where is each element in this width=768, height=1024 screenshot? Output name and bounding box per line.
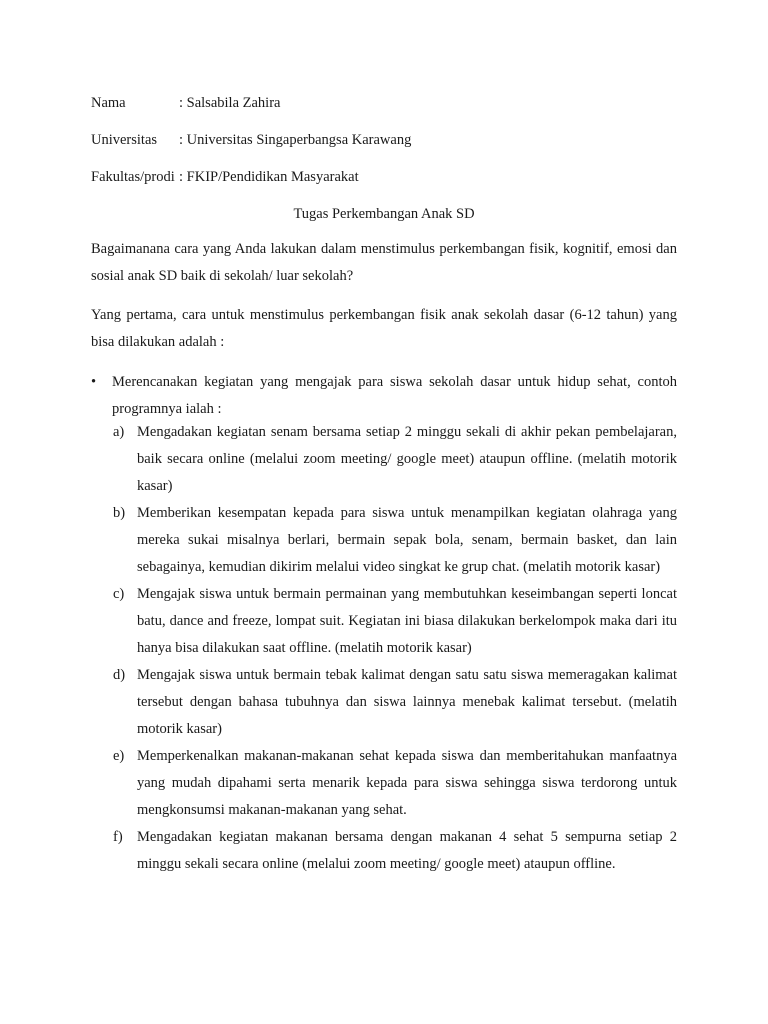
list-item — [113, 500, 677, 581]
list-item-text: Mengadakan kegiatan senam bersama setiap 2 minggu sekali di akhir pekan pembelajaran, baik secara online (melalui zoom meeting/ google meet) ataupun offline. (melatih motorik kasar) — [137, 424, 677, 494]
info-row-nama — [91, 93, 280, 113]
bullet-text: Merencanakan kegiatan yang mengajak para siswa sekolah dasar untuk hidup sehat, contoh programnya ialah : — [112, 374, 677, 417]
question-paragraph: Bagaimanana cara yang Anda lakukan dalam menstimulus perkembangan fisik, kognitif, emosi dan sosial anak SD baik di sekolah/ luar sekolah? — [91, 241, 677, 284]
intro-paragraph: Yang pertama, cara untuk menstimulus perkembangan fisik anak sekolah dasar (6-12 tahun) yang bisa dilakukan adalah : — [91, 307, 677, 350]
list-item-letter: e) — [113, 748, 125, 764]
list-item-letter: c) — [113, 586, 125, 602]
info-row-universitas — [91, 130, 411, 150]
bullet-item — [91, 369, 677, 423]
nama-label: Nama — [91, 95, 126, 111]
fakultas-value: : FKIP/Pendidikan Masyarakat — [179, 169, 359, 185]
list-item — [113, 581, 677, 662]
list-item-letter: b) — [113, 505, 126, 521]
list-item-text: Mengajak siswa untuk bermain permainan yang membutuhkan keseimbangan seperti loncat batu, dance and freeze, lompat suit. Kegiatan ini biasa dilakukan berkelompok maka dari itu hanya bisa dilakukan saat offline. (melatih motorik kasar) — [137, 586, 677, 656]
list-item — [113, 824, 677, 878]
list-item — [113, 662, 677, 743]
list-item-letter: f) — [113, 829, 123, 845]
sub-list — [113, 419, 677, 878]
info-row-fakultas — [91, 167, 359, 187]
list-item-letter: a) — [113, 424, 125, 440]
list-item-text: Memberikan kesempatan kepada para siswa untuk menampilkan kegiatan olahraga yang mereka sukai misalnya berlari, bermain sepak bola, senam, bermain basket, dan lain sebagainya, kemudian dikirim melalui video singkat ke grup chat. (melatih motorik kasar) — [137, 505, 677, 575]
list-item-text: Memperkenalkan makanan-makanan sehat kepada siswa dan memberitahukan manfaatnya yang mudah dipahami serta menarik kepada para siswa sehingga siswa terdorong untuk mengkonsumsi makanan-makanan yang sehat. — [137, 748, 677, 818]
document-title: Tugas Perkembangan Anak SD — [293, 206, 475, 222]
list-item — [113, 743, 677, 824]
fakultas-label: Fakultas/prodi — [91, 169, 175, 185]
universitas-value: : Universitas Singaperbangsa Karawang — [179, 132, 412, 148]
list-item-text: Mengajak siswa untuk bermain tebak kalimat dengan satu satu siswa memeragakan kalimat tersebut dengan bahasa tubuhnya dan siswa lainnya menebak kalimat tersebut. (melatih motorik kasar) — [137, 667, 677, 737]
list-item — [113, 419, 677, 500]
nama-value: : Salsabila Zahira — [179, 95, 281, 111]
bullet-icon: • — [91, 374, 97, 390]
universitas-label: Universitas — [91, 132, 158, 148]
list-item-letter: d) — [113, 667, 126, 683]
list-item-text: Mengadakan kegiatan makanan bersama dengan makanan 4 sehat 5 sempurna setiap 2 minggu sekali secara online (melalui zoom meeting/ google meet) ataupun offline. — [137, 829, 677, 872]
